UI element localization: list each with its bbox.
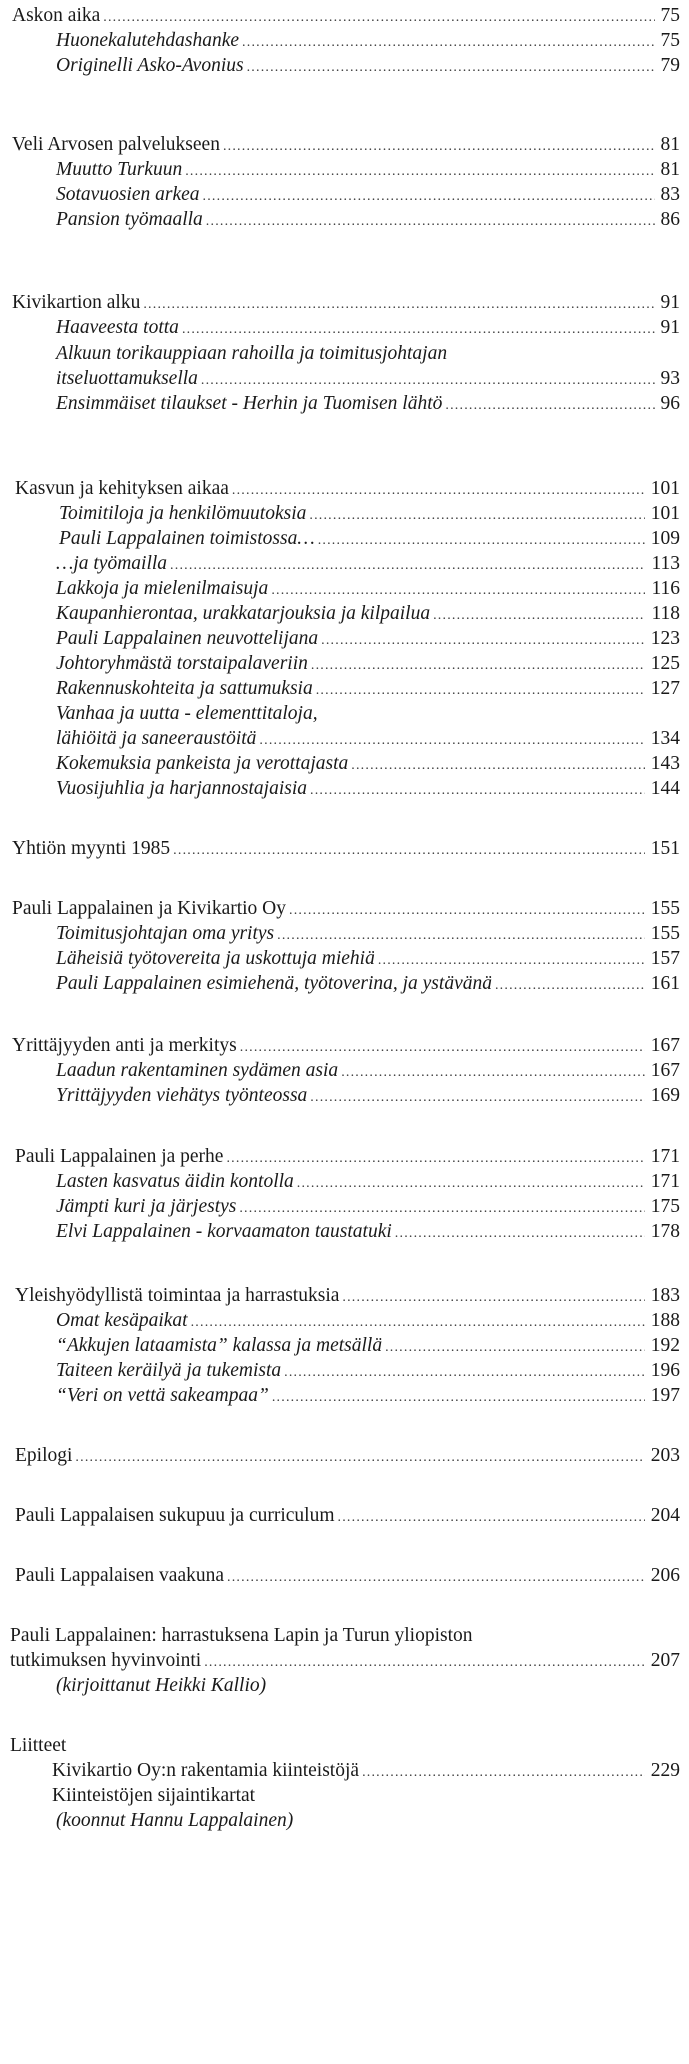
toc-entry-title: Pauli Lappalainen neuvottelijana: [56, 628, 319, 649]
toc-entry-page: 197: [650, 1385, 680, 1406]
toc-entry-page: 109: [650, 528, 680, 549]
toc-entry-title: Pauli Lappalaisen vaakuna: [15, 1565, 225, 1586]
toc-entry-title: Yleishyödyllistä toimintaa ja harrastuksia: [15, 1285, 340, 1306]
toc-entry-title: Lasten kasvatus äidin kontolla: [56, 1171, 294, 1192]
toc-entry-page: 79: [660, 55, 680, 76]
toc-entry-page: 75: [660, 30, 680, 51]
toc-entry-page: 101: [650, 503, 680, 524]
toc-entry-title: Rakennuskohteita ja sattumuksia: [56, 678, 313, 699]
toc-entry-title: Taiteen keräilyä ja tukemista: [56, 1360, 282, 1381]
toc-entry-title: Veli Arvosen palvelukseen: [12, 134, 220, 155]
toc-entry-page: 127: [650, 678, 680, 699]
toc-entry: [10, 1732, 66, 1760]
toc-entry-title: Toimitusjohtajan oma yritys: [56, 923, 275, 944]
toc-entry-title: Liitteet: [10, 1735, 67, 1756]
toc-entry-page: 192: [650, 1335, 680, 1356]
toc-entry-page: 143: [650, 753, 680, 774]
toc-entry: [56, 970, 680, 1000]
toc-entry-page: 155: [650, 923, 680, 944]
toc-entry-page: 118: [651, 603, 680, 624]
dot-leader: [206, 208, 655, 236]
toc-entry-page: 113: [651, 553, 680, 574]
toc-entry-title: Kivikartion alku: [12, 292, 141, 313]
toc-entry-title: Lakkoja ja mielenilmaisuja: [56, 578, 269, 599]
toc-entry: [56, 775, 680, 805]
toc-entry-page: 93: [660, 368, 680, 389]
toc-entry-title: Pauli Lappalaisen sukupuu ja curriculum: [15, 1505, 335, 1526]
toc-entry-page: 178: [650, 1221, 680, 1242]
toc-entry-page: 81: [660, 134, 680, 155]
toc-entry-title: …ja työmailla: [56, 553, 168, 574]
toc-entry: [56, 1082, 680, 1112]
toc-entry-page: 91: [660, 292, 680, 313]
toc-entry-title: Läheisiä työtovereita ja uskottuja miehiä: [56, 948, 375, 969]
toc-entry-page: 161: [650, 973, 680, 994]
toc-entry-page: 81: [660, 159, 680, 180]
toc-entry-title: Pauli Lappalainen esimiehenä, työtoverina, ja ystävänä: [56, 973, 492, 994]
toc-entry-page: 125: [650, 653, 680, 674]
toc-entry-title: (kirjoittanut Heikki Kallio): [56, 1675, 267, 1696]
toc-entry-title: Kaupanhierontaa, urakkatarjouksia ja kilpailua: [56, 603, 431, 624]
dot-leader: [204, 1649, 645, 1677]
toc-entry-page: 207: [650, 1650, 680, 1671]
toc-entry-page: 144: [650, 778, 680, 799]
toc-entry-title: Pauli Lappalainen ja perhe: [15, 1146, 224, 1167]
toc-entry-title: Sotavuosien arkea: [56, 184, 200, 205]
dot-leader: [173, 837, 645, 865]
toc-entry-title: Originelli Asko-Avonius: [56, 55, 244, 76]
toc-entry-title: “Veri on vettä sakeampaa”: [56, 1385, 269, 1406]
toc-entry-title: Huonekalutehdashanke: [56, 30, 240, 51]
toc-entry-page: 86: [660, 209, 680, 230]
toc-entry-page: 91: [660, 317, 680, 338]
toc-entry-title: Haaveesta totta: [56, 317, 179, 338]
toc-entry-title: Vanhaa ja uutta - elementtitaloja,: [56, 703, 318, 724]
toc-entry: [56, 206, 680, 236]
toc-entry-page: 171: [650, 1146, 680, 1167]
toc-entry-page: 167: [650, 1035, 680, 1056]
toc-entry-page: 188: [650, 1310, 680, 1331]
dot-leader: [445, 392, 654, 420]
toc-entry-page: 229: [650, 1760, 680, 1781]
toc-entry: [56, 52, 680, 82]
toc-entry: [56, 1382, 680, 1412]
toc-entry-page: 134: [650, 728, 680, 749]
toc-entry-title: Alkuun torikauppiaan rahoilla ja toimitusjohtajan: [56, 343, 448, 364]
toc-entry-page: 167: [650, 1060, 680, 1081]
toc-entry: [15, 1502, 680, 1532]
toc-entry-page: 96: [660, 393, 680, 414]
toc-entry-title: Pansion työmaalla: [56, 209, 203, 230]
toc-entry-page: 169: [650, 1085, 680, 1106]
toc-entry-title: Johtoryhmästä torstaipalaveriin: [56, 653, 308, 674]
toc-entry-title: Yrittäjyyden anti ja merkitys: [12, 1035, 237, 1056]
toc-entry-page: 151: [650, 838, 680, 859]
dot-leader: [316, 677, 645, 705]
toc-entry-title: Kiinteistöjen sijaintikartat: [52, 1785, 256, 1806]
toc-entry-page: 203: [650, 1445, 680, 1466]
toc-entry-title: Pauli Lappalainen: harrastuksena Lapin ja Turun yliopiston: [10, 1625, 473, 1646]
toc-entry: [15, 1562, 680, 1592]
toc-entry-page: 206: [650, 1565, 680, 1586]
toc-entry: [52, 1782, 255, 1810]
toc-entry: [56, 700, 318, 728]
toc-entry-page: 171: [650, 1171, 680, 1192]
toc-entry-title: Muutto Turkuun: [56, 159, 183, 180]
toc-entry-title: Yhtiön myynti 1985: [12, 838, 171, 859]
toc-entry-page: 116: [651, 578, 680, 599]
toc-entry-page: 157: [650, 948, 680, 969]
toc-entry-title: Pauli Lappalainen toimistossa…: [59, 528, 315, 549]
toc-entry-title: “Akkujen lataamista” kalassa ja metsällä: [56, 1335, 383, 1356]
toc-entry-title: Laadun rakentaminen sydämen asia: [56, 1060, 339, 1081]
toc-entry-title: Askon aika: [12, 5, 101, 26]
dot-leader: [495, 972, 645, 1000]
toc-entry-title: Ensimmäiset tilaukset - Herhin ja Tuomisen lähtö: [56, 393, 443, 414]
toc-entry-title: Toimitiloja ja henkilömuutoksia: [59, 503, 307, 524]
toc-entry: [56, 1218, 680, 1248]
toc-entry-page: 101: [650, 478, 680, 499]
toc-entry-title: Jämpti kuri ja järjestys: [56, 1196, 237, 1217]
toc-entry-title: Elvi Lappalainen - korvaamaton taustatuki: [56, 1221, 392, 1242]
toc-entry: [10, 1622, 473, 1650]
dot-leader: [338, 1504, 645, 1532]
toc-entry: [56, 1807, 293, 1835]
toc-entry-title: Kasvun ja kehityksen aikaa: [15, 478, 229, 499]
toc-entry: [56, 390, 680, 420]
toc-entry-title: Kivikartio Oy:n rakentamia kiinteistöjä: [52, 1760, 360, 1781]
dot-leader: [395, 1220, 645, 1248]
toc-entry: [56, 1672, 266, 1700]
toc-entry-page: 123: [650, 628, 680, 649]
dot-leader: [310, 777, 645, 805]
toc-entry-title: Epilogi: [15, 1445, 73, 1466]
dot-leader: [227, 1564, 645, 1592]
dot-leader: [310, 1084, 644, 1112]
toc-entry-page: 175: [650, 1196, 680, 1217]
toc-entry-page: 83: [660, 184, 680, 205]
toc-entry-title: Vuosijuhlia ja harjannostajaisia: [56, 778, 307, 799]
toc-entry-page: 183: [650, 1285, 680, 1306]
toc-entry-title: lähiöitä ja saneeraustöitä: [56, 728, 257, 749]
toc-entry-page: 75: [660, 5, 680, 26]
toc-entry-page: 155: [650, 898, 680, 919]
toc-entry-title: Omat kesäpaikat: [56, 1310, 188, 1331]
dot-leader: [362, 1759, 645, 1787]
toc-entry: [15, 1442, 680, 1472]
toc-entry-page: 196: [650, 1360, 680, 1381]
toc-entry-title: Kokemuksia pankeista ja verottajasta: [56, 753, 349, 774]
toc-entry-page: 204: [650, 1505, 680, 1526]
toc-entry-title: Pauli Lappalainen ja Kivikartio Oy: [12, 898, 287, 919]
dot-leader: [247, 54, 655, 82]
toc-entry: [56, 340, 447, 368]
toc-entry-title: Yrittäjyyden viehätys työnteossa: [56, 1085, 308, 1106]
toc-entry-title: tutkimuksen hyvinvointi: [10, 1650, 202, 1671]
dot-leader: [75, 1444, 644, 1472]
toc-entry: [12, 835, 680, 865]
toc-entry-title: itseluottamuksella: [56, 368, 198, 389]
dot-leader: [272, 1384, 645, 1412]
toc-entry-title: (koonnut Hannu Lappalainen): [56, 1810, 294, 1831]
